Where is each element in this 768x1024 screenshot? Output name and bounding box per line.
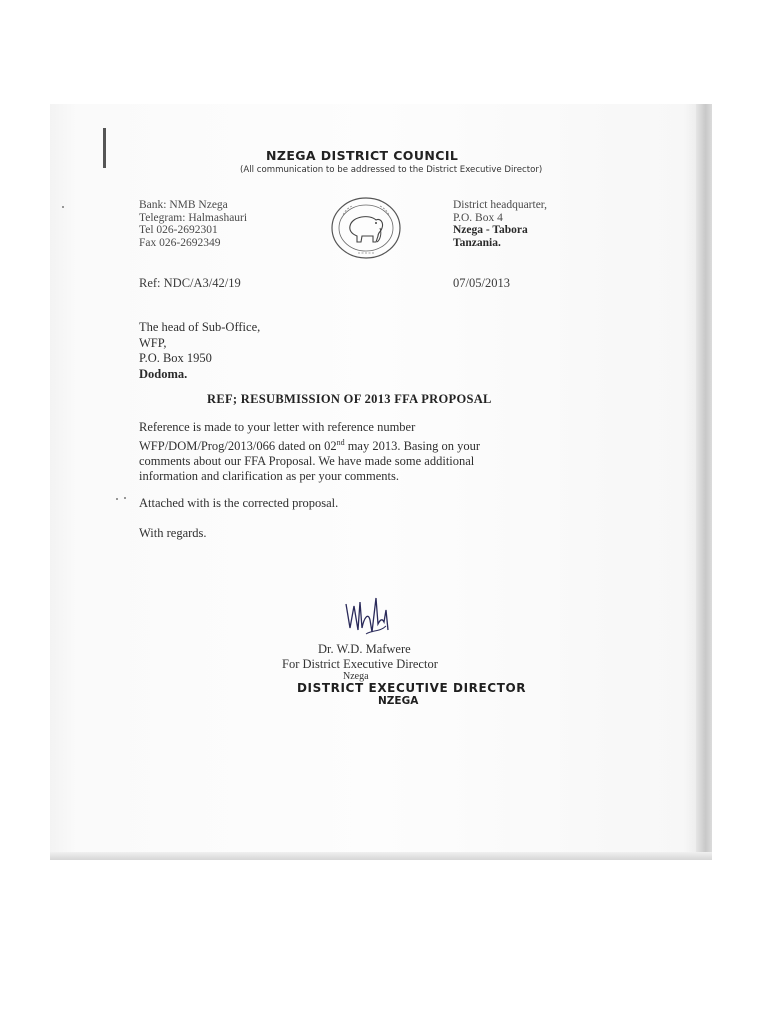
recipient-line: P.O. Box 1950	[139, 351, 212, 365]
box-line: P.O. Box 4	[453, 211, 503, 224]
council-seal-icon	[330, 196, 402, 260]
body-line: comments about our FFA Proposal. We have made some additional	[139, 454, 475, 469]
scan-mark	[103, 128, 106, 168]
town-line: Nzega - Tabora	[453, 224, 528, 236]
body-text: WFP/DOM/Prog/2013/066 dated on 02	[139, 439, 337, 454]
signer-role: For District Executive Director	[282, 657, 438, 671]
letter-body	[139, 420, 480, 484]
signer-name: Dr. W.D. Mafwere	[318, 642, 411, 656]
scan-shadow-bottom	[50, 852, 712, 860]
scan-shadow-right	[696, 104, 712, 860]
council-name: NZEGA DISTRICT COUNCIL	[266, 148, 459, 163]
attachment-note: Attached with is the corrected proposal.	[139, 496, 339, 510]
handwritten-signature	[336, 590, 400, 642]
reference-number: Ref: NDC/A3/42/19	[139, 276, 241, 290]
body-line: information and clarification as per your comments.	[139, 469, 399, 484]
recipient-address	[139, 320, 260, 382]
recipient-line: WFP,	[139, 335, 167, 350]
scan-speck	[124, 497, 126, 499]
ordinal-suffix: nd	[336, 438, 345, 447]
letter-date: 07/05/2013	[453, 276, 510, 290]
bank-line: Bank: NMB Nzega	[139, 199, 228, 211]
recipient-city: Dodoma.	[139, 366, 188, 381]
body-text: may 2013. Basing on your	[344, 439, 480, 454]
fax-line: Fax 026-2692349	[139, 236, 221, 249]
letter-subject: REF; RESUBMISSION OF 2013 FFA PROPOSAL	[207, 392, 492, 406]
scan-speck	[116, 498, 118, 500]
closing: With regards.	[139, 526, 207, 540]
tel-line: Tel 026-2692301	[139, 224, 218, 236]
hq-line: District headquarter,	[453, 199, 548, 211]
telegram-line: Telegram: Halmashauri	[139, 211, 248, 224]
letterhead-subtitle: (All communication to be addressed to the District Executive Director)	[240, 165, 543, 175]
country-line: Tanzania.	[453, 236, 501, 249]
scan-speck	[62, 206, 64, 208]
body-line	[139, 435, 480, 454]
headquarter-block	[453, 199, 547, 249]
official-stamp-title: DISTRICT EXECUTIVE DIRECTOR	[297, 681, 527, 695]
body-line: Reference is made to your letter with reference number	[139, 420, 416, 434]
signer-place: Nzega	[343, 671, 369, 682]
recipient-line: The head of Sub-Office,	[139, 320, 261, 334]
contact-block	[139, 199, 247, 249]
official-stamp-place: NZEGA	[378, 695, 419, 707]
